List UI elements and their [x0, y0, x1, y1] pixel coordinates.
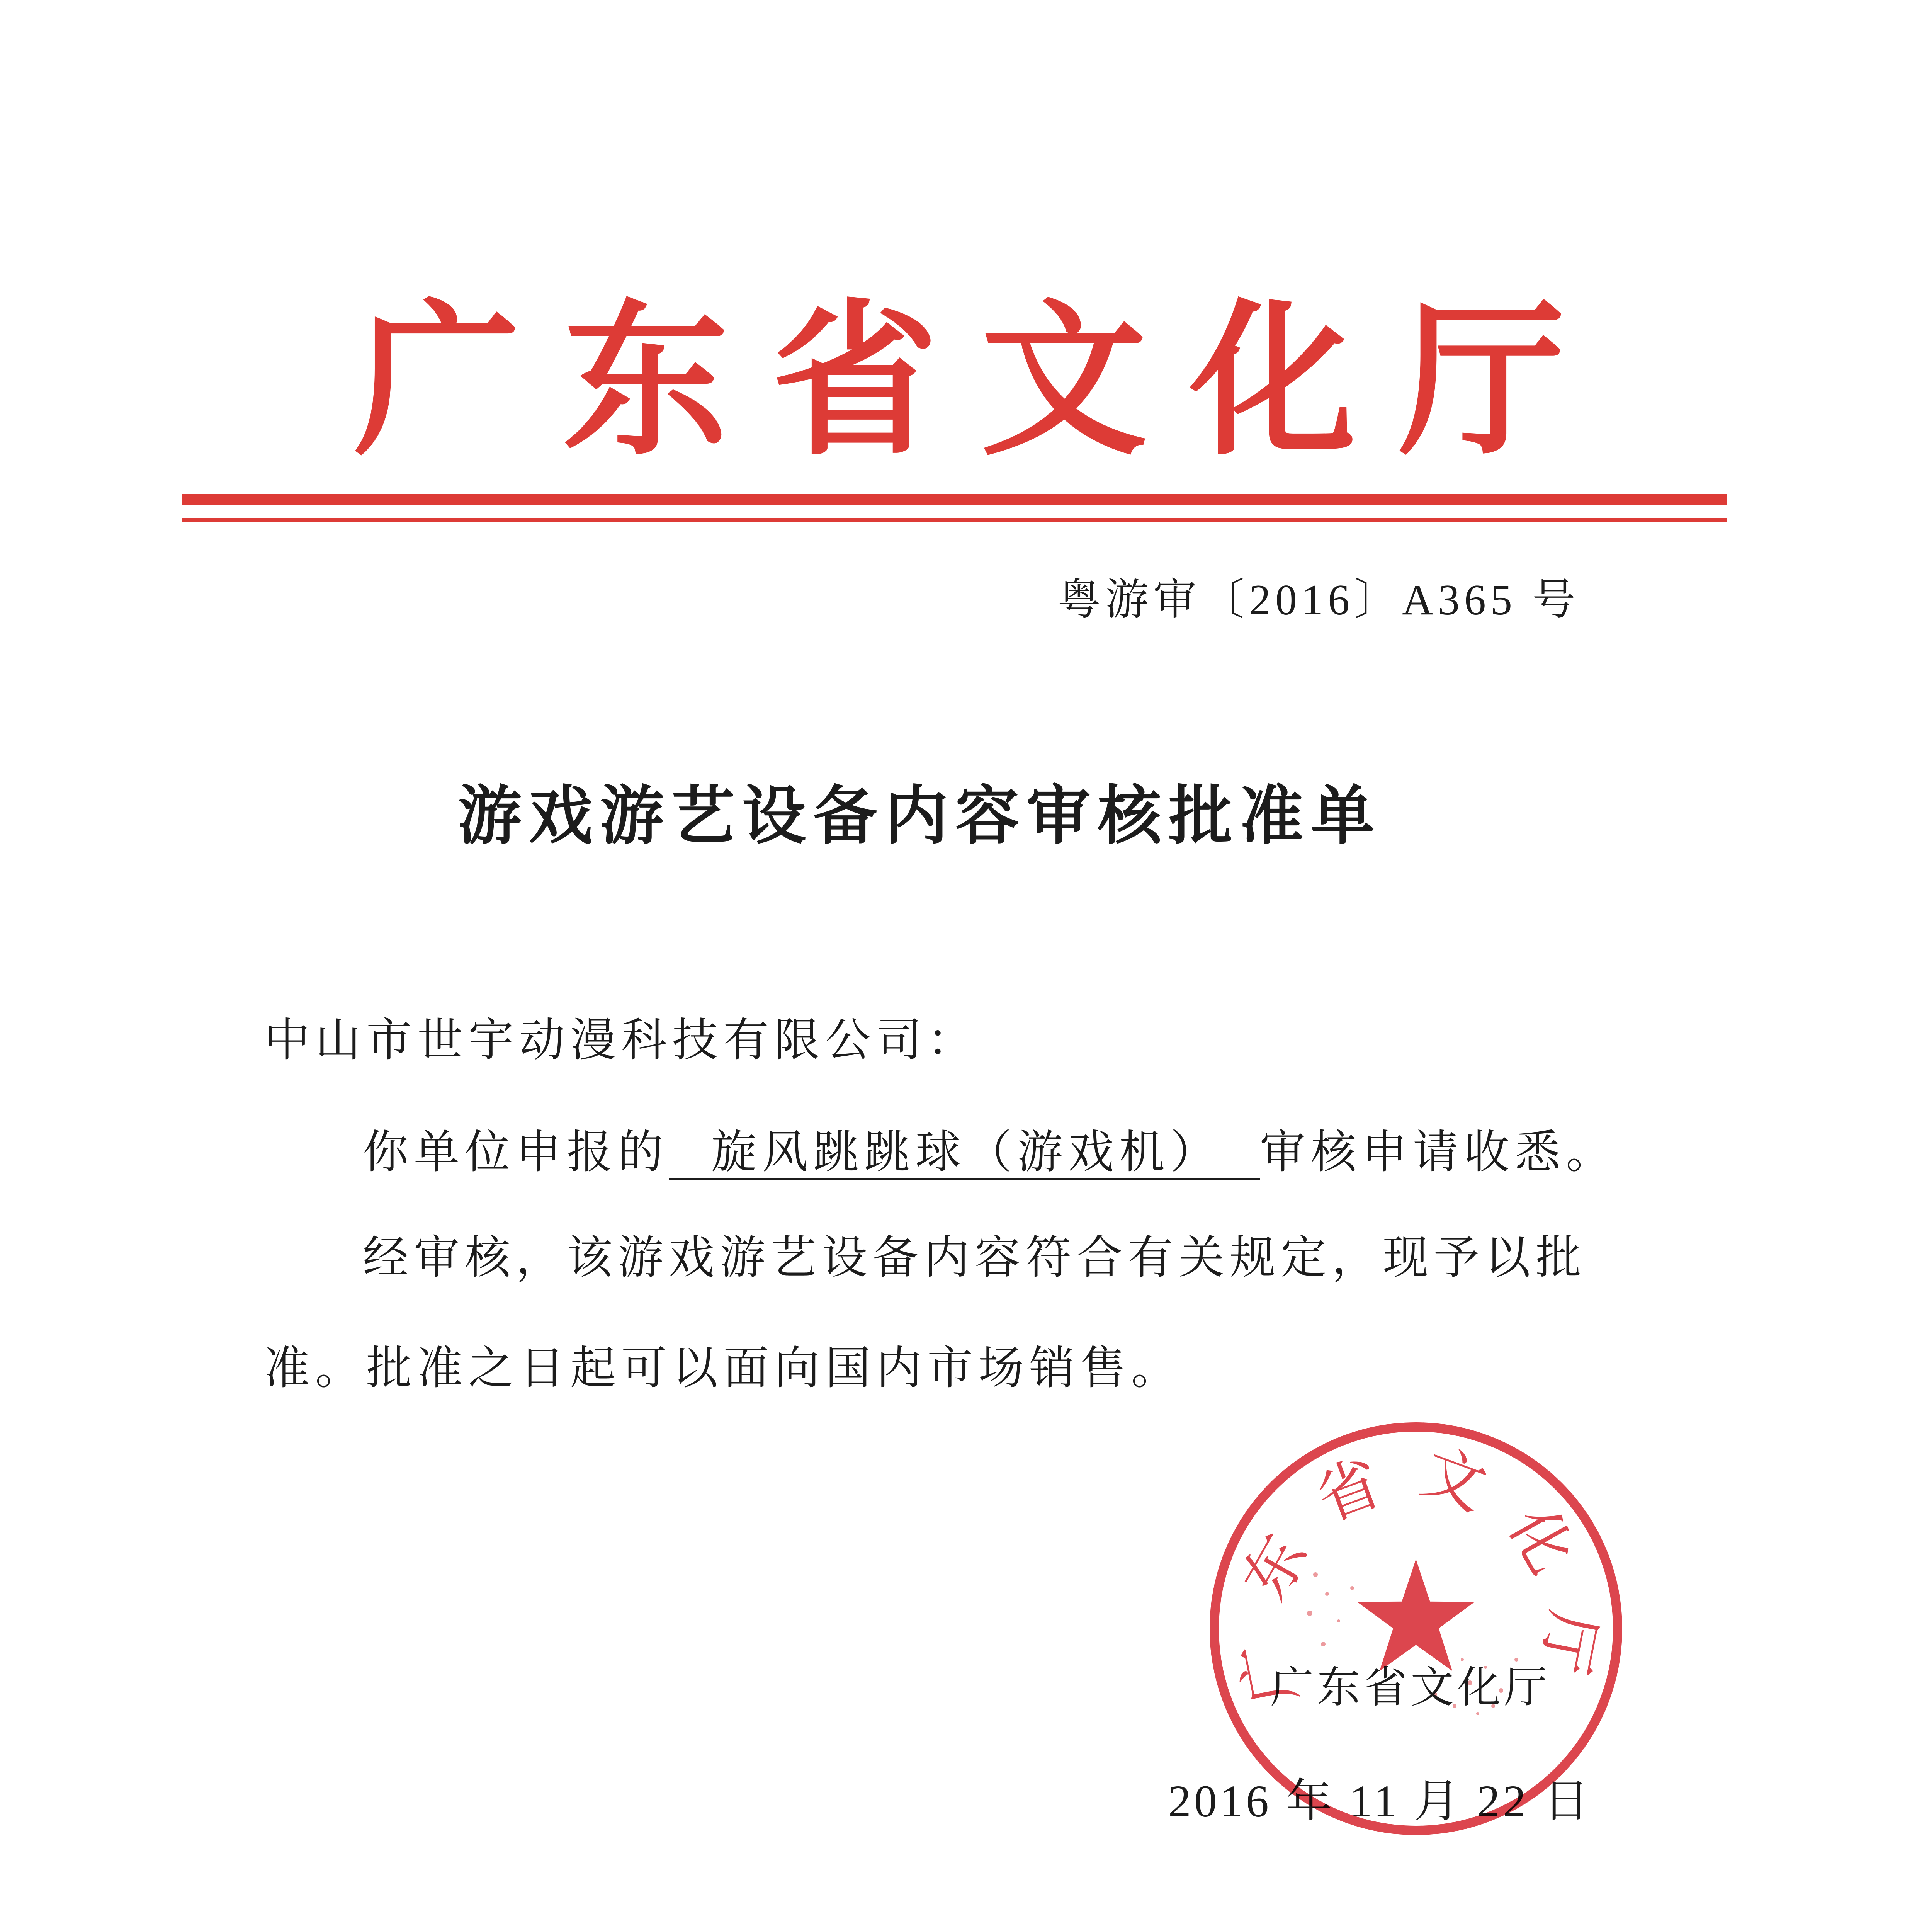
application-prefix: 你单位申报的	[363, 1125, 669, 1179]
official-seal	[1200, 1412, 1632, 1845]
paragraph-approval-line-1: 经审核，该游戏游艺设备内容符合有关规定，现予以批	[363, 1231, 1587, 1284]
letterhead-rule-thin	[182, 518, 1727, 522]
letterhead-rule-thick	[182, 494, 1727, 505]
issue-date: 2016 年 11 月 22 日	[1168, 1776, 1592, 1827]
letterhead-title: 广东省文化厅	[354, 283, 1608, 478]
application-suffix: 审核申请收悉。	[1260, 1125, 1617, 1179]
addressee: 中山市世宇动漫科技有限公司：	[264, 1013, 979, 1066]
star-icon	[1357, 1559, 1475, 1671]
paragraph-application	[363, 1125, 1617, 1180]
issuer-name: 广东省文化厅	[1270, 1662, 1551, 1713]
applied-item: 旋风跳跳球（游戏机）	[669, 1126, 1260, 1180]
document-title: 游戏游艺设备内容审核批准单	[458, 778, 1382, 853]
document-number: 粤游审〔2016〕A365 号	[1057, 576, 1580, 624]
paragraph-approval-line-2: 准。批准之日起可以面向国内市场销售。	[264, 1341, 1183, 1395]
seal-text-path: 广东省文化厅	[1222, 1435, 1610, 1711]
